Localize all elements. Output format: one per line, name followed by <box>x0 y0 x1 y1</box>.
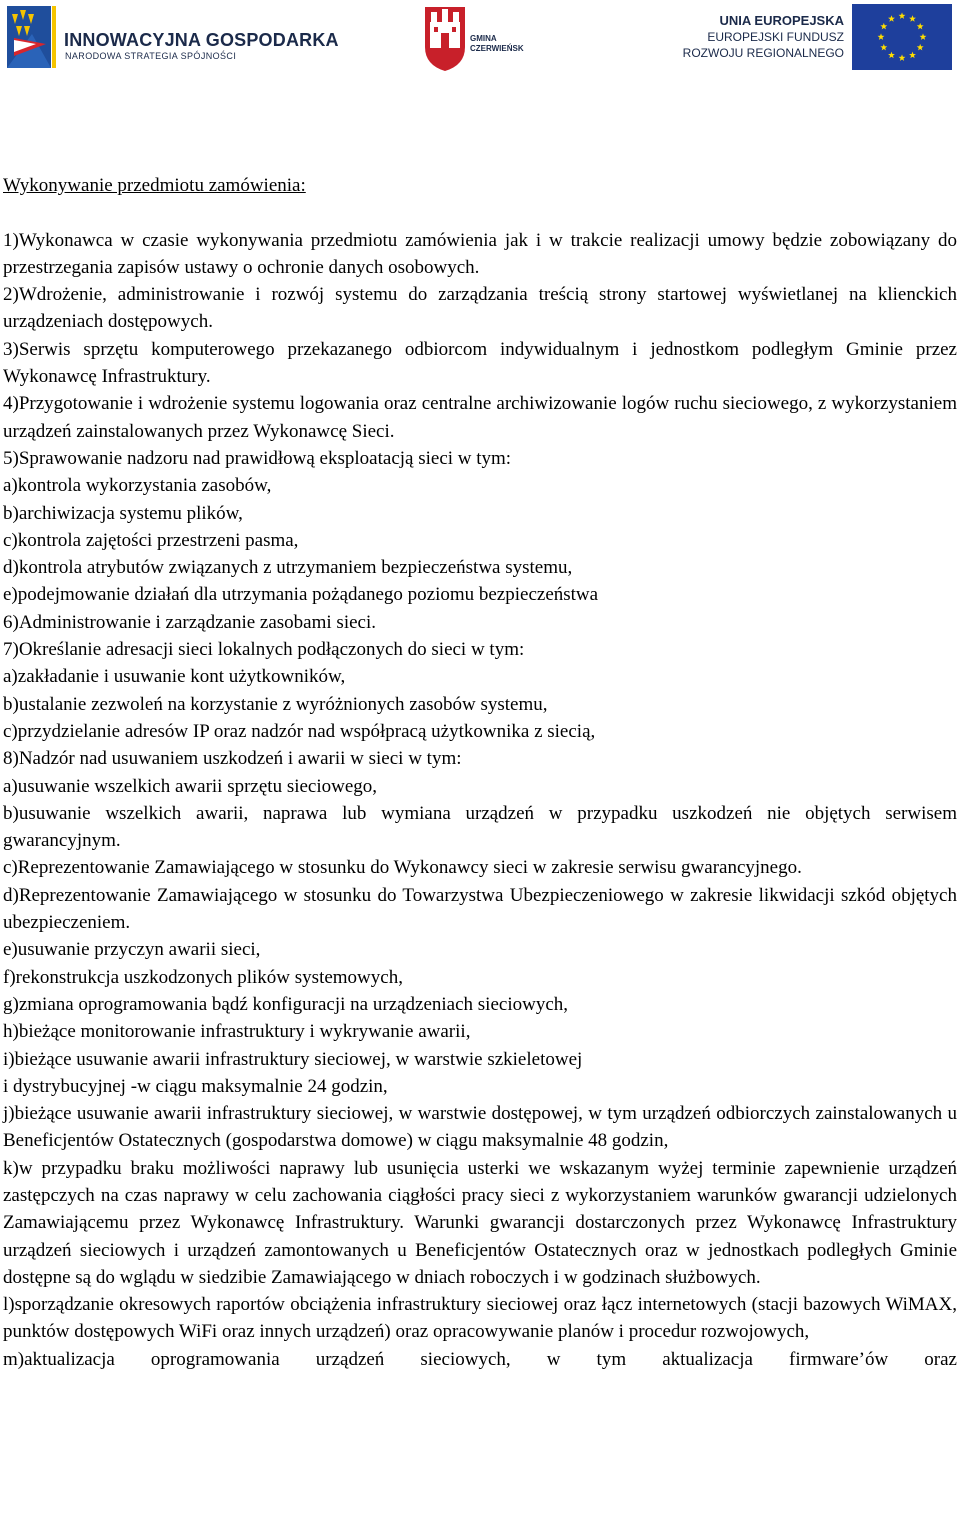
paragraph: e)usuwanie przyczyn awarii sieci, <box>3 939 261 961</box>
czerwiensk-label: CZERWIEŃSK <box>470 44 524 53</box>
paragraph: 8)Nadzór nad usuwaniem uszkodzeń i awarii w sieci w tym: <box>3 748 462 770</box>
paragraph: i dystrybucyjnej -w ciągu maksymalnie 24 godzin, <box>3 1075 388 1097</box>
paragraph: h)bieżące monitorowanie infrastruktury i wykrywanie awarii, <box>3 1021 471 1043</box>
paragraph: 7)Określanie adresacji sieci lokalnych podłączonych do sieci w tym: <box>3 639 525 661</box>
paragraph: i)bieżące usuwanie awarii infrastruktury sieciowej, w warstwie szkieletowej <box>3 1048 583 1070</box>
paragraph: c)kontrola zajętości przestrzeni pasma, <box>3 529 299 551</box>
paragraph: j)bieżące usuwanie awarii infrastruktury sieciowej, w warstwie dostępowej, w tym urządzeń odbiorczych zainstalowanych u Beneficjentów Ostatecznych (gospodarstwa domowe) w ciągu maksymalnie 48 godzin, <box>3 1103 957 1152</box>
paragraph: m)aktualizacja oprogramowania urządzeń sieciowych, w tym aktualizacja firmware’ów oraz <box>3 1348 957 1370</box>
rozwoju-line: ROZWOJU REGIONALNEGO <box>682 46 844 60</box>
paragraph: g)zmiana oprogramowania bądź konfiguracji na urządzeniach sieciowych, <box>3 993 568 1015</box>
section-heading: Wykonywanie przedmiotu zamówienia: <box>3 175 306 196</box>
innowacyjna-gospodarka-logo <box>6 4 339 70</box>
paragraph: 3)Serwis sprzętu komputerowego przekazanego odbiorcom indywidualnym i jednostkom podległym Gminie przez Wykonawcę Infrastruktury. <box>3 338 957 388</box>
gmina-coat-of-arms-icon <box>422 3 468 73</box>
paragraph: 2)Wdrożenie, administrowanie i rozwój systemu do zarządzania treścią strony startowej wyświetlanej na klienckich urządzeniach dostępowych. <box>3 284 957 333</box>
narodowa-strategia-subtitle: NARODOWA STRATEGIA SPÓJNOŚCI <box>65 51 237 61</box>
paragraph: 6)Administrowanie i zarządzanie zasobami sieci. <box>3 611 376 633</box>
unia-europejska-title: UNIA EUROPEJSKA <box>719 13 844 28</box>
paragraph: l)sporządzanie okresowych raportów obciążenia infrastruktury sieciowej oraz łącz internetowych (stacji bazowych WiMAX, punktów dostępowych WiFi oraz innych urządzeń) oraz opracowywanie planów i procedur rozwojowych, <box>3 1294 957 1343</box>
spacer <box>3 199 957 226</box>
unia-europejska-logo <box>676 4 956 70</box>
paragraph: b)archiwizacja systemu plików, <box>3 502 243 524</box>
paragraph: c)Reprezentowanie Zamawiającego w stosunku do Wykonawcy sieci w zakresie serwisu gwarancyjnego. <box>3 857 802 879</box>
document-body <box>3 172 957 1373</box>
paragraph: c)przydzielanie adresów IP oraz nadzór nad współpracą użytkownika z siecią, <box>3 720 596 742</box>
paragraph: d)Reprezentowanie Zamawiającego w stosunku do Towarzystwa Ubezpieczeniowego w zakresie likwidacji szkód objętych ubezpieczeniem. <box>3 884 957 934</box>
paragraph: b)ustalanie zezwoleń na korzystanie z wyróżnionych zasobów systemu, <box>3 693 548 715</box>
paragraph: a)zakładanie i usuwanie kont użytkowników, <box>3 666 346 688</box>
gmina-label: GMINA <box>470 34 497 43</box>
innowacyjna-gospodarka-title: INNOWACYJNA GOSPODARKA <box>64 30 339 50</box>
paragraph: 1)Wykonawca w czasie wykonywania przedmiotu zamówienia jak i w trakcie realizacji umowy będzie zobowiązany do przestrzegania zapisów ustawy o ochronie danych osobowych. <box>3 229 957 278</box>
paragraph: a)kontrola wykorzystania zasobów, <box>3 475 272 497</box>
paragraph: 5)Sprawowanie nadzoru nad prawidłową eksploatacją sieci w tym: <box>3 447 512 469</box>
paragraph: k)w przypadku braku możliwości naprawy lub usunięcia usterki we wskazanym wyżej terminie zapewnienie urządzeń zastępczych na czas naprawy w celu zachowania ciągłości pracy sieci z wykorzystaniem warunków gwarancji udzielonych Zamawiającemu przez Wykonawcę Infrastruktury. Warunki gwarancji dostarczonych przez Wykonawcę Infrastruktury urządzeń sieciowych i urządzeń zamontowanych u Beneficjentów Ostatecznych oraz w jednostkach podległych Gminie dostępne są do wglądu w siedzibie Zamawiającego w dniach roboczych i w godzinach służbowych. <box>3 1157 957 1288</box>
header-logos <box>0 0 960 76</box>
paragraph: b)usuwanie wszelkich awarii, naprawa lub wymiana urządzeń w przypadku uszkodzeń nie objętych serwisem gwarancyjnym. <box>3 802 957 852</box>
paragraph: e)podejmowanie działań dla utrzymania pożądanego poziomu bezpieczeństwa <box>3 584 599 606</box>
paragraph: 4)Przygotowanie i wdrożenie systemu logowania oraz centralne archiwizowanie logów ruchu sieciowego, z wykorzystaniem urządzeń zainstalowanych przez Wykonawcę Sieci. <box>3 393 957 442</box>
fundusz-line: EUROPEJSKI FUNDUSZ <box>707 30 844 44</box>
gmina-czerwiensk-logo <box>422 3 532 73</box>
innowacyjna-gospodarka-emblem-icon <box>6 4 62 70</box>
eu-flag-icon <box>852 4 952 70</box>
paragraph: f)rekonstrukcja uszkodzonych plików systemowych, <box>3 966 403 988</box>
paragraph: d)kontrola atrybutów związanych z utrzymaniem bezpieczeństwa systemu, <box>3 557 573 579</box>
paragraph-list <box>3 227 957 1373</box>
paragraph: a)usuwanie wszelkich awarii sprzętu sieciowego, <box>3 775 378 797</box>
